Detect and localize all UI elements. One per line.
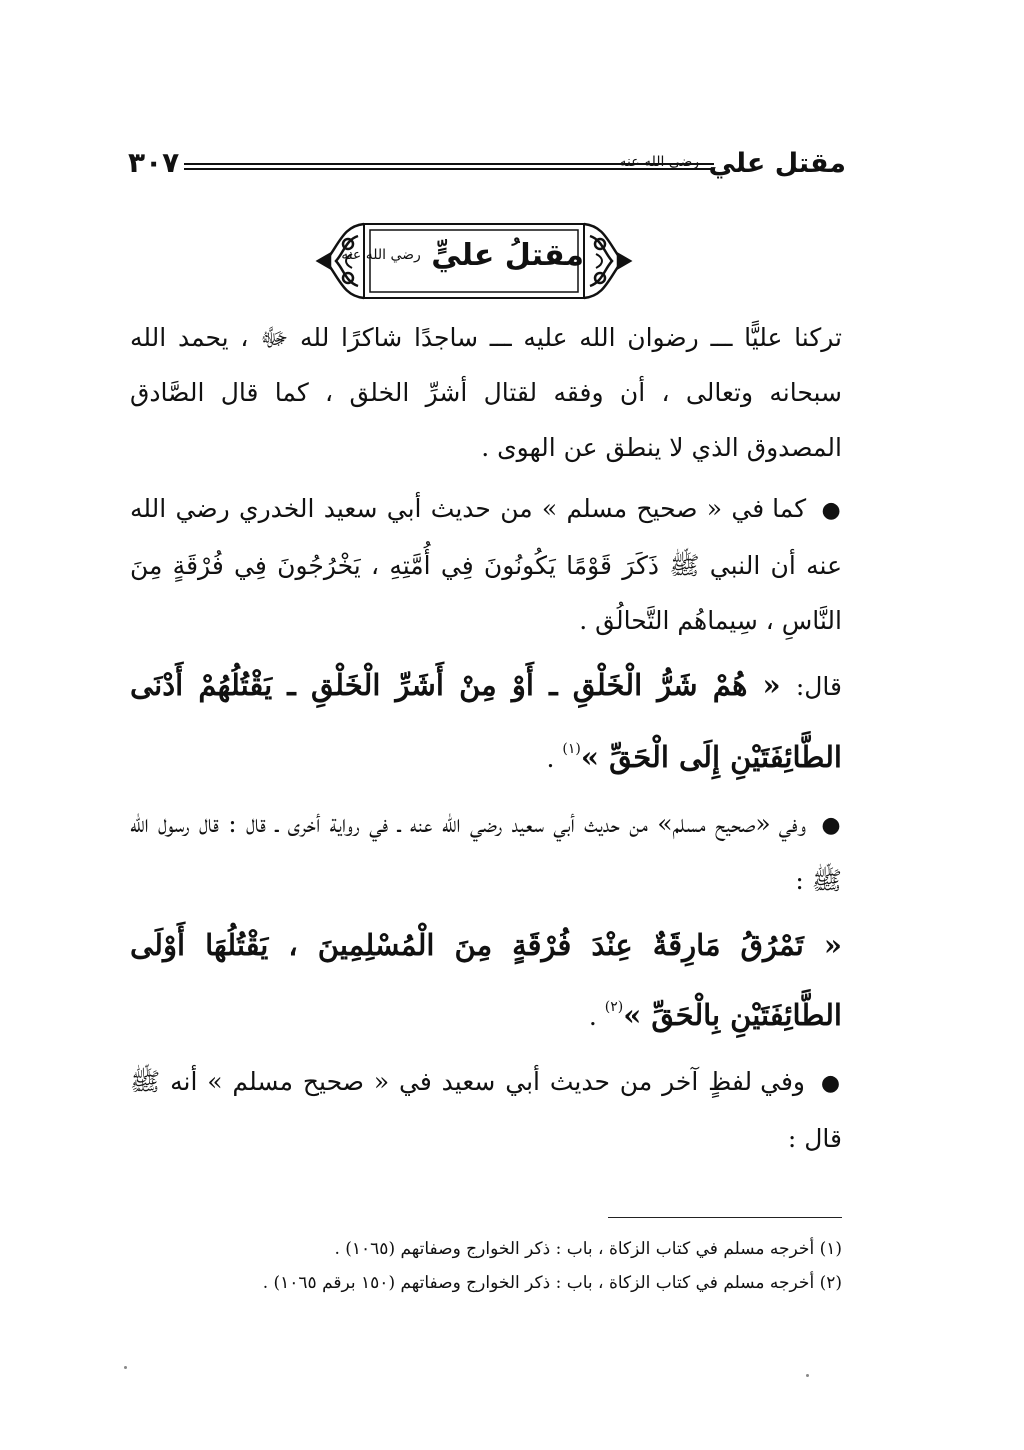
- footnote-1: (١) أخرجه مسلم في كتاب الزكاة ، باب : ذكر الخوارج وصفاتهم (١٠٦٥) .: [334, 1239, 842, 1259]
- scan-speck: [124, 1366, 127, 1369]
- hadith-1-end: .: [546, 744, 563, 773]
- chapter-title-text: مقتلُ عليٍّ: [431, 238, 584, 273]
- hadith-1-lead: قال:: [795, 672, 842, 701]
- hadith-2-text: « تَمْرُقُ مَارِقَةٌ عِنْدَ فُرْقَةٍ مِنَ الْمُسْلِمِينَ ، يَقْتُلُهَا أَوْلَى الطَّائِفَتَيْنِ بِالْحَقِّ »: [130, 928, 842, 1032]
- hadith-quote-2: [130, 914, 842, 1048]
- paragraph-hadith-context-2: [130, 796, 842, 908]
- footnote-separator: [608, 1217, 842, 1218]
- bullet-icon: ●: [821, 498, 842, 523]
- hadith-quote-1: [130, 654, 842, 790]
- hadith-2-end: .: [588, 1002, 605, 1031]
- paragraph-hadith-context-2-text: وفي «صحيح مسلم» من حديث أبي سعيد رضي الله عنه ـ في رواية أخرى ـ قال : قال رسول الله ﷺ :: [130, 809, 842, 895]
- page-number: ٣٠٧: [128, 146, 180, 179]
- chapter-honorific: رضي الله عنه: [341, 247, 421, 263]
- header-double-rule: [184, 163, 714, 170]
- footnote-ref-2[interactable]: (٢): [604, 999, 624, 1015]
- body-text: [130, 310, 842, 1172]
- scan-speck: [806, 1374, 809, 1377]
- hadith-1-text: « هُمْ شَرُّ الْخَلْقِ ـ أَوْ مِنْ أَشَرِّ الْخَلْقِ ـ يَقْتُلُهُمْ أَدْنَى الطَّائِفَتَيْنِ إِلَى الْحَقِّ »: [130, 668, 842, 774]
- paragraph-intro: [130, 310, 842, 475]
- bullet-icon: ●: [820, 1071, 843, 1096]
- chapter-title: [341, 238, 584, 273]
- paragraph-hadith-context-1: [130, 481, 842, 648]
- header-honorific: رضي الله عنه: [619, 154, 700, 170]
- chapter-title-frame: [314, 218, 634, 304]
- bullet-icon: ●: [821, 813, 842, 838]
- footnote-ref-1[interactable]: (١): [562, 741, 581, 757]
- paragraph-intro-text: تركنا عليًّا ـــ رضوان الله عليه ـــ ساجدًا شاكرًا لله ﷻ ، يحمد الله سبحانه وتعالى ، أن وفقه لقتال أشرِّ الخلق ، كما قال الصَّادق المصدوق الذي لا ينطق عن الهوى .: [130, 323, 842, 462]
- paragraph-hadith-context-3: [130, 1054, 842, 1166]
- running-header: [128, 146, 846, 186]
- paragraph-hadith-context-3-text: وفي لفظٍ آخر من حديث أبي سعيد في « صحيح مسلم » أنه ﷺ قال :: [130, 1067, 842, 1153]
- paragraph-hadith-context-1-text: كما في « صحيح مسلم » من حديث أبي سعيد الخدري رضي الله عنه أن النبي ﷺ ذَكَرَ قَوْمًا يَكُونُونَ فِي أُمَّتِهِ ، يَخْرُجُونَ فِي فُرْقَةٍ مِنَ النَّاسِ ، سِيماهُم التَّحالُق .: [130, 494, 842, 635]
- header-title-text: مقتل علي: [708, 148, 846, 179]
- footnotes: [142, 1232, 842, 1300]
- footnote-2: (٢) أخرجه مسلم في كتاب الزكاة ، باب : ذكر الخوارج وصفاتهم (١٥٠ برقم ١٠٦٥) .: [262, 1273, 842, 1293]
